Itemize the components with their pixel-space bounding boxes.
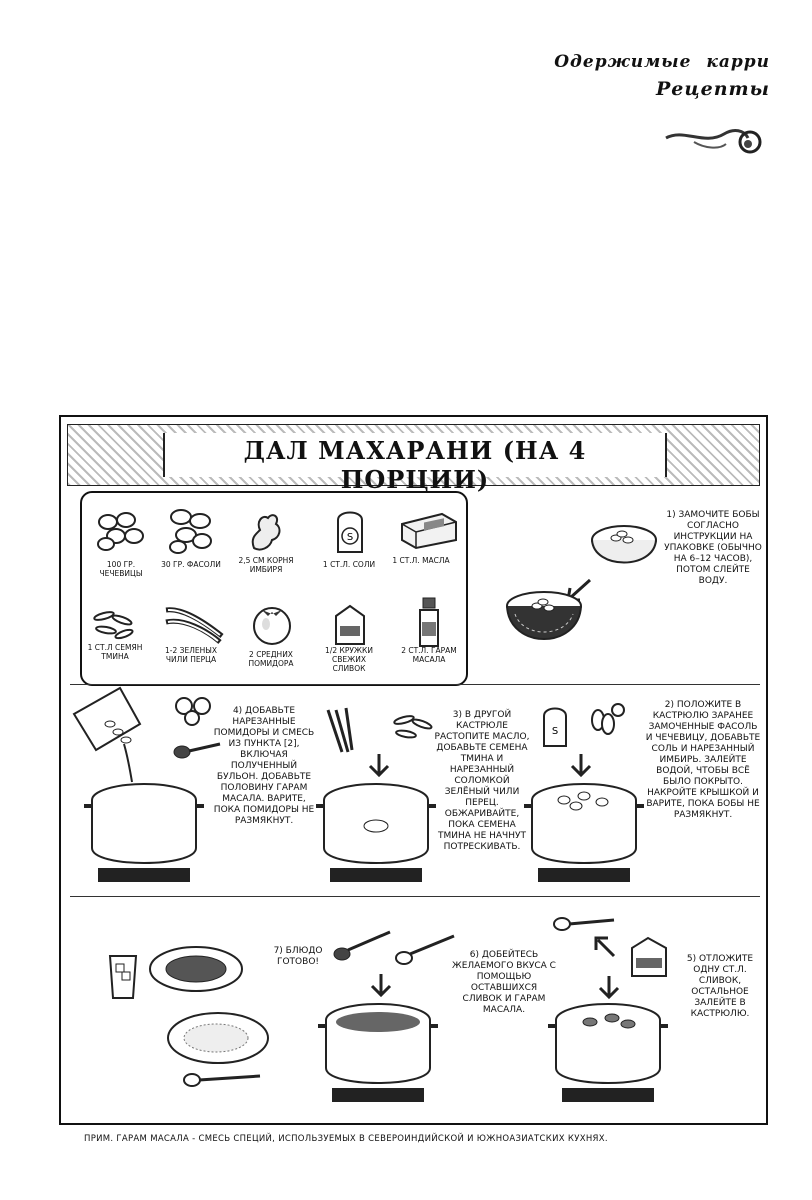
beans-icon [166, 505, 216, 555]
step-1-text: 1) ЗАМОЧИТЕ БОБЫ СОГЛАСНО ИНСТРУКЦИИ НА УПАКОВКЕ (ОБЫЧНО НА 6–12 ЧАСОВ), ПОТОМ СЛЕЙТЕ ВОДУ. [664, 510, 762, 586]
pot-icon [84, 776, 204, 886]
pot-icon [316, 776, 436, 886]
step-6-text: 6) ДОБЕЙТЕСЬ ЖЕЛАЕМОГО ВКУСА С ПОМОЩЬЮ ОСТАВШИХСЯ СЛИВОК И ГАРАМ МАСАЛА. [452, 950, 556, 1015]
series-title: Одержимые карри [554, 52, 770, 72]
ingredient-label: 1-2 ЗЕЛЕНЫХ ЧИЛИ ПЕРЦА [165, 646, 217, 664]
series-subtitle: Рецепты [656, 78, 770, 100]
soaking-bowl-icon [588, 518, 660, 584]
chili-strips-icon [322, 706, 362, 756]
arrow-down-icon [366, 752, 392, 778]
salt-shaker-icon [540, 704, 570, 748]
ingredient-label: 2 СРЕДНИХ ПОМИДОРА [248, 650, 294, 668]
spoon-icon [394, 932, 456, 968]
ingredient-label: 1 СТ.Л. СОЛИ [322, 560, 376, 569]
pot-icon [548, 996, 668, 1106]
pouring-pot-icon [70, 684, 150, 784]
arrow-up-icon [592, 934, 618, 960]
step-5-text: 5) ОТЛОЖИТЕ ОДНУ СТ.Л. СЛИВОК, ОСТАЛЬНОЕ ЗАЛЕЙТЕ В КАСТРЮЛЮ. [686, 954, 754, 1019]
row-divider [70, 684, 760, 685]
chili-icon [162, 600, 226, 644]
footnote: ПРИМ. ГАРАМ МАСАЛА - СМЕСЬ СПЕЦИЙ, ИСПОЛЬЗУЕМЫХ В СЕВЕРОИНДИЙСКОЙ И ЮЖНОАЗИАТСКИХ КУХНЯХ. [84, 1134, 608, 1144]
svg-text:S: S [346, 532, 354, 543]
svg-text:S: S [551, 726, 559, 737]
dal-plate-icon [148, 944, 244, 994]
step-4-text: 4) ДОБАВЬТЕ НАРЕЗАННЫЕ ПОМИДОРЫ И СМЕСЬ ИЗ ПУНКТА [2], ВКЛЮЧАЯ ПОЛУЧЕННЫЙ БУЛЬОН. ДОБАВЬТЕ ПОЛОВИНУ ГАРАМ МАСАЛА. ВАРИТЕ, ПОКА ПОМИДОРЫ НЕ РАЗМЯКНУТ. [213, 706, 315, 826]
arrow-down-icon [568, 752, 594, 778]
ginger-slices-icon [584, 700, 628, 744]
ingredient-label: 1/2 КРУЖКИ СВЕЖИХ СЛИВОК [325, 646, 373, 673]
spoon-icon [182, 1070, 262, 1090]
recipe-title: ДАЛ МАХАРАНИ (НА 4 ПОРЦИИ) [243, 436, 587, 494]
spice-bottle-icon [414, 596, 444, 648]
salt-shaker-icon [332, 506, 368, 556]
pot-icon [318, 996, 438, 1106]
cumin-seeds-icon [92, 608, 138, 642]
step-2-text: 2) ПОЛОЖИТЕ В КАСТРЮЛЮ ЗАРАНЕЕ ЗАМОЧЕННЫЕ ФАСОЛЬ И ЧЕЧЕВИЦУ, ДОБАВЬТЕ СОЛЬ И НАРЕЗАННЫЙ ИМБИРЬ. ЗАЛЕЙТЕ ВОДОЙ, ЧТОБЫ ВСЁ БЫЛО ПОКРЫТО. НАКРОЙТЕ КРЫШКОЙ И ВАРИТЕ, ПОКА БОБЫ НЕ РАЗМЯКНУТ. [645, 700, 761, 820]
rice-plate-icon [166, 1010, 270, 1066]
row-divider [70, 896, 760, 897]
ginger-icon [246, 508, 286, 554]
tomato-icon [248, 600, 296, 646]
colander-icon [503, 588, 585, 662]
ingredient-label: 2,5 СМ КОРНЯ ИМБИРЯ [238, 556, 294, 574]
step-3-text: 3) В ДРУГОЙ КАСТРЮЛЕ РАСТОПИТЕ МАСЛО, ДОБАВЬТЕ СЕМЕНА ТМИНА И НАРЕЗАННЫЙ СОЛОМКОЙ ЗЕЛЁНЫЙ ЧИЛИ ПЕРЕЦ. ОБЖАРИВАЙТЕ, ПОКА СЕМЕНА ТМИНА НЕ НАЧНУТ ПОТРЕСКИВАТЬ. [434, 710, 530, 852]
butter-icon [398, 510, 460, 550]
lentils-icon [96, 508, 146, 554]
ingredient-label: 1 СТ.Л СЕМЯН ТМИНА [87, 643, 143, 661]
cream-carton-icon [330, 602, 370, 646]
ingredient-label: 1 СТ.Л. МАСЛА [392, 556, 450, 565]
cream-carton-icon [626, 934, 672, 978]
glass-icon [106, 952, 140, 1002]
arrow-down-icon [368, 972, 394, 998]
ornament-icon [664, 118, 764, 158]
spoon-icon [332, 928, 392, 964]
ingredient-label: 30 ГР. ФАСОЛИ [161, 560, 221, 569]
ingredient-label: 2 СТ.Л. ГАРАМ МАСАЛА [401, 646, 457, 664]
spoon-icon [552, 912, 616, 936]
step-7-text: 7) БЛЮДО ГОТОВО! [273, 946, 323, 967]
pot-icon [524, 776, 644, 886]
ingredient-label: 100 ГР. ЧЕЧЕВИЦЫ [99, 560, 143, 578]
